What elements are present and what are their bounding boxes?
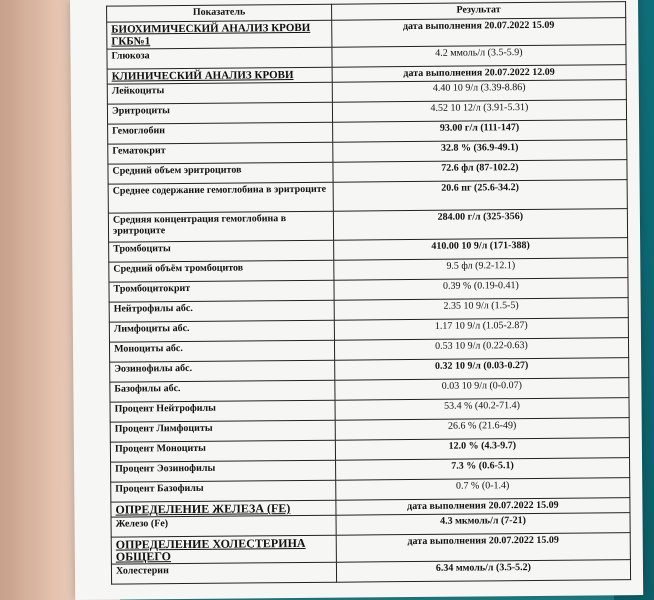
indicator-name: Процент Эозинофилы <box>111 460 336 482</box>
result-value: 2.35 10 9/л (1.5-5) <box>334 298 628 321</box>
result-value: 4.52 10 12/л (3.91-5.31) <box>332 100 626 123</box>
indicator-name: Лейкоциты <box>107 82 332 104</box>
indicator-name: Эритроциты <box>107 102 332 124</box>
result-value: 53.4 % (40.2-71.4) <box>335 398 629 421</box>
result-value: 4.2 ммоль/л (3.5-5.9) <box>332 45 626 68</box>
lab-results-table <box>106 1 631 585</box>
result-value: 9.5 фл (9.2-12.1) <box>334 258 628 281</box>
indicator-name: Процент Моноциты <box>110 440 335 462</box>
indicator-name: Глюкоза <box>107 47 332 69</box>
indicator-name: Эозинофилы абс. <box>110 360 335 382</box>
indicator-name: Гемоглобин <box>108 122 333 144</box>
result-value: 12.0 % (4.3-9.7) <box>335 438 629 461</box>
section-title: КЛИНИЧЕСКИЙ АНАЛИЗ КРОВИ <box>107 67 332 84</box>
result-value: 0.53 10 9/л (0.22-0.63) <box>334 338 628 361</box>
result-value: 0.03 10 9/л (0-0.07) <box>335 378 629 401</box>
indicator-name: Железо (Fe) <box>111 515 336 537</box>
indicator-name: Нейтрофилы абс. <box>109 300 334 322</box>
header-result: Результат <box>331 2 625 21</box>
indicator-name: Процент Нейтрофилы <box>110 400 335 422</box>
indicator-name: Средний объём тромбоцитов <box>109 260 334 282</box>
indicator-name: Базофилы абс. <box>110 380 335 402</box>
section-date: дата выполнения 20.07.2022 15.09 <box>332 18 626 48</box>
result-value: 93.00 г/л (111-147) <box>332 120 626 143</box>
table-row <box>108 180 627 214</box>
section-title: ОПРЕДЕЛЕНИЕ ХОЛЕСТЕРИНА ОБЩЕГО <box>111 535 336 564</box>
result-value: 7.3 % (0.6-5.1) <box>335 458 629 481</box>
indicator-name: Холестерин <box>111 562 336 584</box>
indicator-name: Средний объем эритроцитов <box>108 162 333 184</box>
indicator-name: Процент Базофилы <box>111 480 336 502</box>
result-value: 0.39 % (0.19-0.41) <box>334 278 628 301</box>
indicator-name: Моноциты абс. <box>109 340 334 362</box>
result-value: 20.6 пг (25.6-34.2) <box>333 180 627 212</box>
header-indicator: Показатель <box>107 4 332 22</box>
result-value: 284.00 г/л (325-356) <box>333 209 627 241</box>
indicator-name: Средняя концентрация гемоглобина в эритроците <box>108 211 333 242</box>
indicator-name: Среднее содержание гемоглобина в эритроците <box>108 182 333 213</box>
section-title: БИОХИМИЧЕСКИЙ АНАЛИЗ КРОВИ ГКБ№1 <box>107 20 332 49</box>
indicator-name: Лимфоциты абс. <box>109 320 334 342</box>
indicator-name: Процент Лимфоциты <box>110 420 335 442</box>
table-row <box>111 560 630 585</box>
section-date: дата выполнения 20.07.2022 15.09 <box>336 498 630 516</box>
result-value: 4.3 мкмоль/л (7-21) <box>336 513 630 536</box>
result-value: 410.00 10 9/л (171-388) <box>333 238 627 261</box>
result-value: 72.6 фл (87-102.2) <box>333 160 627 183</box>
result-value: 4.40 10 9/л (3.39-8.86) <box>332 80 626 103</box>
lab-report-sheet <box>70 0 643 600</box>
indicator-name: Тромбоцитокрит <box>109 280 334 302</box>
result-value: 26.6 % (21.6-49) <box>335 418 629 441</box>
result-value: 32.8 % (36.9-49.1) <box>333 140 627 163</box>
result-value: 1.17 10 9/л (1.05-2.87) <box>334 318 628 341</box>
indicator-name: Тромбоциты <box>109 240 334 262</box>
result-value: 6.34 ммоль/л (3.5-5.2) <box>336 560 630 583</box>
table-row <box>108 209 627 243</box>
section-date: дата выполнения 20.07.2022 15.09 <box>336 533 630 563</box>
section-date: дата выполнения 20.07.2022 12.09 <box>332 65 626 83</box>
result-value: 0.32 10 9/л (0.03-0.27) <box>335 358 629 381</box>
table-body <box>107 18 631 585</box>
result-value: 0.7 % (0-1.4) <box>336 478 630 501</box>
indicator-name: Гематокрит <box>108 142 333 164</box>
section-title: ОПРЕДЕЛЕНИЕ ЖЕЛЕЗА (FE) <box>111 500 336 517</box>
